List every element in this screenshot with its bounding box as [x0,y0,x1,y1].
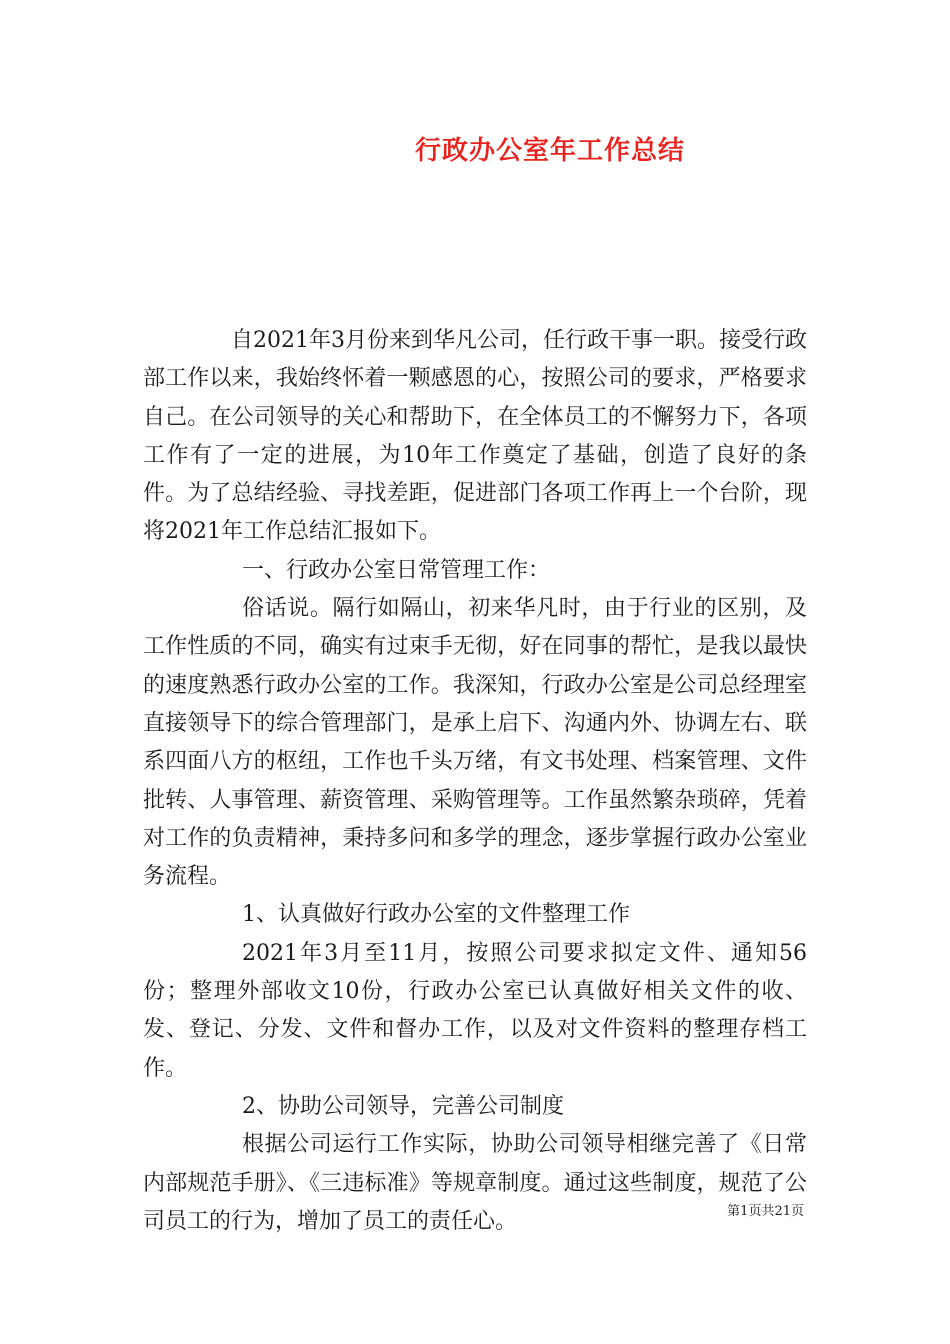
paragraph-intro: 自2021年3月份来到华凡公司，任行政干事一职。接受行政部工作以来，我始终怀着一颗感恩的心，按照公司的要求，严格要求自己。在公司领导的关心和帮助下，在全体员工的不懈努力下，各项工作有了一定的进展，为10年工作奠定了基础，创造了良好的条件。为了总结经验、寻找差距，促进部门各项工作再上一个台阶，现将2021年工作总结汇报如下。 [143,328,807,545]
paragraph-file-organization: 2021年3月至11月，按照公司要求拟定文件、通知56份；整理外部收文10份，行政办公室已认真做好相关文件的收、发、登记、分发、文件和督办工作，以及对文件资料的整理存档工作。 [143,940,807,1081]
page-number: 第1页共21页 [727,1204,804,1219]
section-heading-daily-management: 一、行政办公室日常管理工作： [242,557,551,583]
subsection-heading-company-rules: 2、协助公司领导，完善公司制度 [242,1093,564,1119]
document-body [143,322,807,1241]
paragraph-company-rules: 根据公司运行工作实际，协助公司领导相继完善了《日常内部规范手册》、《三违标准》等规章制度。通过这些制度，规范了公司员工的行为，增加了员工的责任心。 [143,1132,807,1234]
paragraph-daily-management: 俗话说。隔行如隔山，初来华凡时，由于行业的区别，及工作性质的不同，确实有过束手无彻，好在同事的帮忙，是我以最快的速度熟悉行政办公室的工作。我深知，行政办公室是公司总经理室直接领导下的综合管理部门，是承上启下、沟通内外、协调左右、联系四面八方的枢纽，工作也千头万绪，有文书处理、档案管理、文件批转、人事管理、薪资管理、采购管理等。工作虽然繁杂琐碎，凭着对工作的负责精神，秉持多问和多学的理念，逐步掌握行政办公室业务流程。 [143,596,807,890]
subsection-heading-file-organization: 1、认真做好行政办公室的文件整理工作 [242,902,630,928]
document-title: 行政办公室年工作总结 [414,136,685,166]
